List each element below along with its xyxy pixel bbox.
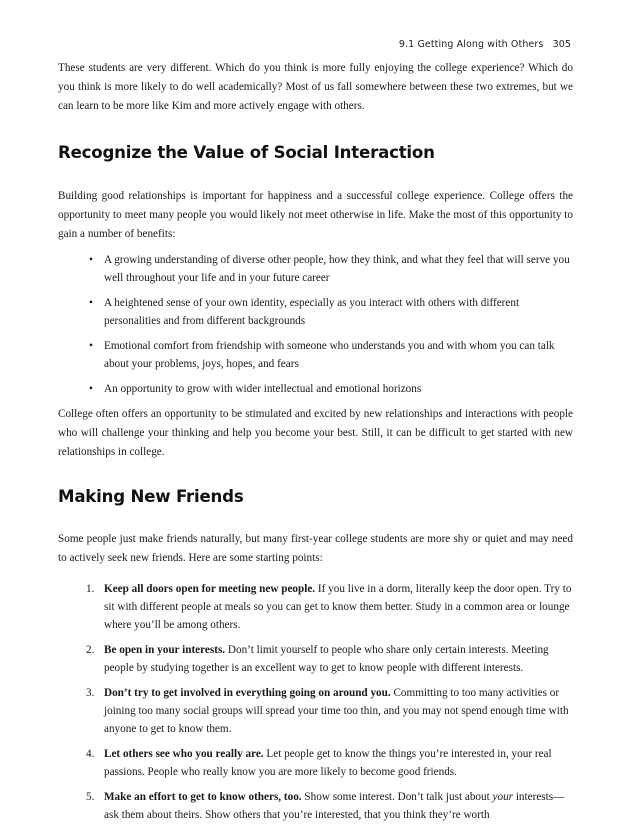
list-item <box>86 788 573 824</box>
running-head-section: 9.1 Getting Along with Others <box>398 39 544 50</box>
tip-emphasis: your <box>492 791 514 803</box>
list-item <box>86 641 573 677</box>
tip-text: If you live in a dorm, literally keep the door open. Try to sit with different people at meals so you can get to know them better. Study in a common area or lounge where you’ll be among others. <box>104 583 572 631</box>
list-item <box>86 745 573 781</box>
heading-social-interaction: Recognize the Value of Social Interaction <box>58 143 435 162</box>
heading-making-new-friends: Making New Friends <box>58 487 244 506</box>
tip-title: Don’t try to get involved in everything going on around you. <box>104 687 391 699</box>
intro-paragraph: These students are very different. Which do you think is more fully enjoying the college experience? Which do you think is more likely to do well academically? Most of us fall somewhere between these two extremes, but we can learn to be more like Kim and more actively engage with others. <box>58 62 573 112</box>
item-number: 3. <box>86 687 95 699</box>
tip-text: Show some interest. Don’t talk just about <box>301 791 493 803</box>
list-item <box>86 684 573 738</box>
tip-title: Let others see who you really are. <box>104 748 264 760</box>
tip-text-after: interests—ask them about theirs. Show others that you’re interested, that you think they’re worth <box>104 791 565 821</box>
tip-text: Don’t limit yourself to people who share only certain interests. Meeting people by studying together is an excellent way to get to know people with different interests. <box>104 644 549 674</box>
list-item: • Emotional comfort from friendship with someone who understands you and with whom you can talk about your problems, joys, hopes, and fears <box>89 337 573 373</box>
list-item: • An opportunity to grow with wider intellectual and emotional horizons <box>89 380 573 398</box>
page-content <box>58 59 573 831</box>
list-item <box>86 580 573 634</box>
item-number: 4. <box>86 748 95 760</box>
item-number: 5. <box>86 791 95 803</box>
tip-title: Be open in your interests. <box>104 644 226 656</box>
tip-title: Make an effort to get to know others, too. <box>104 791 302 803</box>
tip-text: Let people get to know the things you’re interested in, your real passions. People who really know you are more likely to become good friends. <box>104 748 552 778</box>
benefits-list <box>58 251 573 398</box>
friend-tips-list <box>58 580 573 824</box>
tip-text: Committing to too many activities or joining too many social groups will spread your time too thin, and you may not spend enough time with anyone to get to know them. <box>104 687 569 735</box>
item-number: 1. <box>86 583 95 595</box>
page-number: 305 <box>552 39 571 50</box>
list-item: • A growing understanding of diverse other people, how they think, and what they feel that will serve you well throughout your life and in your future career <box>89 251 573 287</box>
tip-title: Keep all doors open for meeting new people. <box>104 583 316 595</box>
item-number: 2. <box>86 644 95 656</box>
list-item: • A heightened sense of your own identity, especially as you interact with others with different personalities and from different backgrounds <box>89 294 573 330</box>
friends-paragraph: Some people just make friends naturally, but many first-year college students are more shy or quiet and may need to actively seek new friends. Here are some starting points: <box>58 533 573 564</box>
social-paragraph: Building good relationships is important for happiness and a successful college experience. College offers the opportunity to meet many people you would likely not meet otherwise in life. Make the most of this opportunity to gain a number of benefits: <box>58 190 573 240</box>
social-closing-paragraph: College often offers an opportunity to be stimulated and excited by new relationships and interactions with people who will challenge your thinking and help you become your best. Still, it can be difficult to get started with new relationships in college. <box>58 408 573 458</box>
running-head <box>399 39 571 50</box>
